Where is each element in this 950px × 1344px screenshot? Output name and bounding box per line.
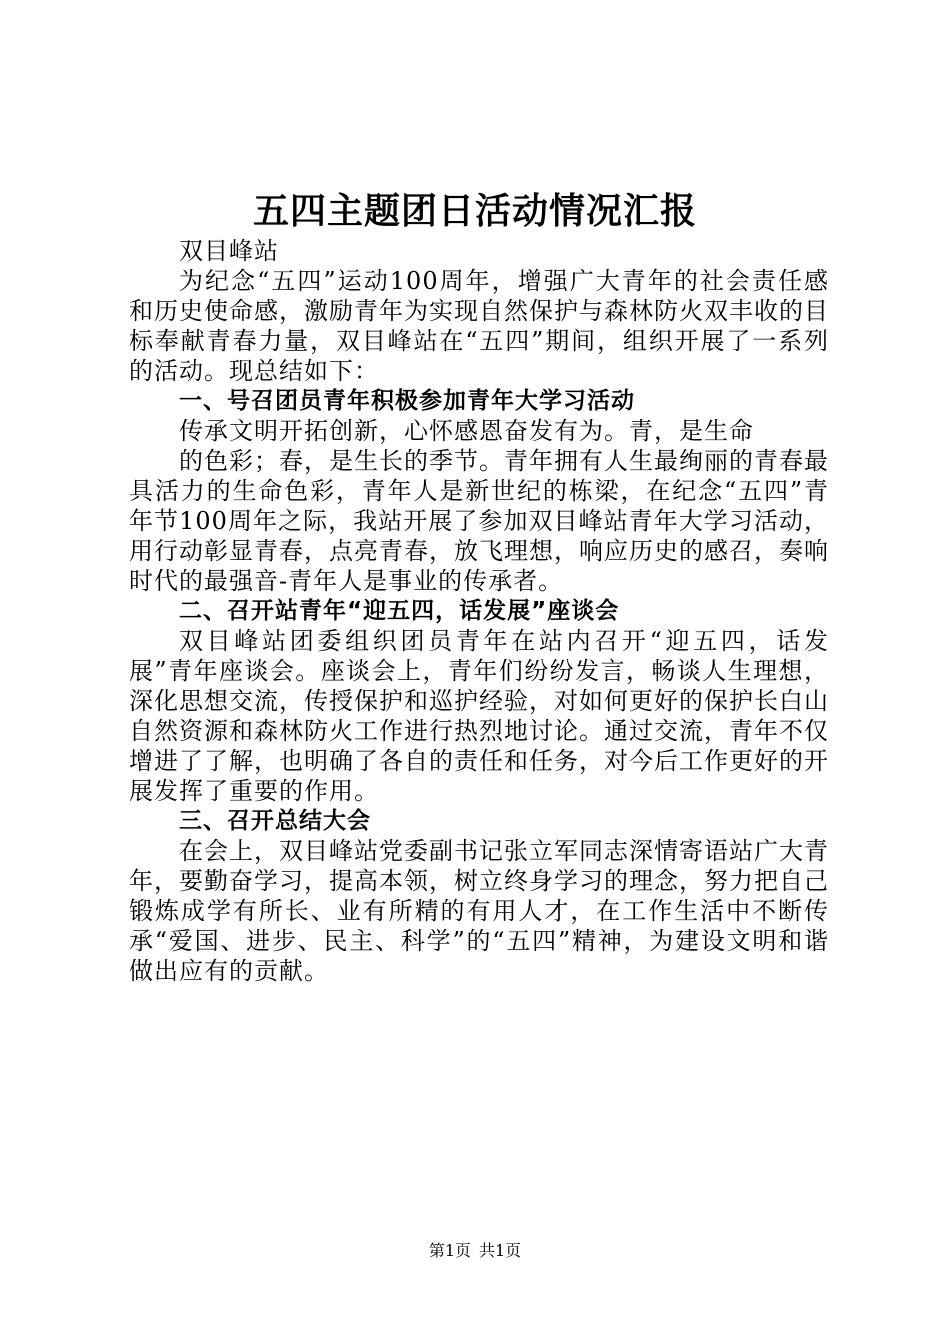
section-heading-3: 三、召开总结大会 xyxy=(179,808,371,834)
page-title: 五四主题团日活动情况汇报 xyxy=(252,190,697,232)
intro-paragraph: 为纪念“五四”运动100周年，增强广大青年的社会责任感和历史使命感，激励青年为实现自然保护与森林防火双丰收的目标奉献青春力量，双目峰站在“五四”期间，组织开展了一系列的活动。现总结如下： xyxy=(129,267,829,385)
section-paragraph-3: 在会上，双目峰站党委副书记张立军同志深情寄语站广大青年，要勤奋学习，提高本领，树立终身学习的理念，努力把自己锻炼成学有所长、业有所精的有用人才，在工作生活中不断传承“爱国、进步、民主、科学”的“五四”精神，为建设文明和谐做出应有的贡献。 xyxy=(129,837,829,985)
section-heading-1: 一、号召团员青年积极参加青年大学习活动 xyxy=(179,388,635,414)
page-footer xyxy=(0,1240,950,1262)
page-total: 共1页 xyxy=(479,1241,522,1260)
section-paragraph-2: 双目峰站团委组织团员青年在站内召开“迎五四，话发展”青年座谈会。座谈会上，青年们纷纷发言，畅谈人生理想，深化思想交流，传授保护和巡护经验，对如何更好的保护长白山自然资源和森林防火工作进行热烈地讨论。通过交流，青年不仅增进了了解，也明确了各自的责任和任务，对今后工作更好的开展发挥了重要的作用。 xyxy=(129,627,829,805)
section-heading-2: 二、召开站青年“迎五四，话发展”座谈会 xyxy=(179,598,620,624)
page-number: 第1页 xyxy=(428,1241,471,1260)
document-body xyxy=(129,236,829,986)
section-paragraph-1-line-1: 传承文明开拓创新，心怀感恩奋发有为。青，是生命 xyxy=(179,417,754,445)
section-paragraph-1-continuation: 的色彩；春，是生长的季节。青年拥有人生最绚丽的青春最具活力的生命色彩，青年人是新世纪的栋梁，在纪念“五四”青年节100周年之际，我站开展了参加双目峰站青年大学习活动，用行动彰显青春，点亮青春，放飞理想，响应历史的感召，奏响时代的最强音-青年人是事业的传承者。 xyxy=(129,447,829,595)
section-paragraph-1 xyxy=(129,416,829,596)
author-line: 双目峰站 xyxy=(179,237,279,265)
